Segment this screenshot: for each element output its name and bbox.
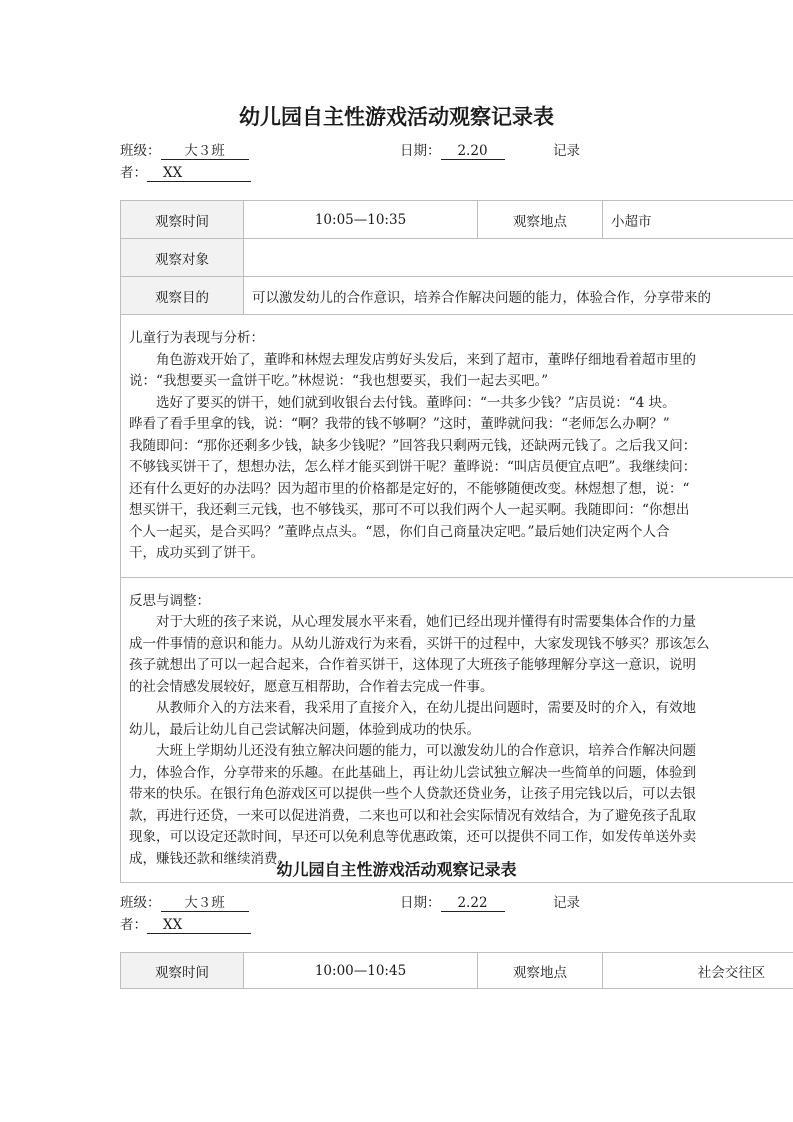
observe-time-label: 观察时间	[121, 201, 244, 239]
recorder-field	[120, 161, 251, 182]
class-value: 大３班	[161, 896, 249, 912]
observe-place-value: 小超市	[603, 201, 793, 239]
table-row	[121, 201, 793, 239]
date-value: 2.22	[441, 896, 505, 912]
date-field-2	[400, 891, 505, 912]
class-label: 班级：	[120, 895, 161, 911]
observe-place-label: 观察地点	[478, 953, 603, 989]
observe-goal-value: 可以激发幼儿的合作意识，培养合作解决问题的能力，体验合作，分享带来的	[244, 277, 793, 315]
reflection-line: 力，体验合作，分享带来的乐趣。在此基础上，再让幼儿尝试独立解决一些简单的问题，体验到	[129, 764, 696, 781]
class-value: 大３班	[161, 144, 249, 160]
reflection-line: 成一件事情的意识和能力。从幼儿游戏行为来看，买饼干的过程中，大家发现钱不够买？那该怎么	[129, 635, 710, 652]
behavior-line: 选好了要买的饼干，她们就到收银台去付钱。董晔问：“一共多少钱？”店员说：“4 块。	[156, 394, 676, 411]
recorder-label-part1: 记录	[553, 895, 580, 911]
observe-time-label: 观察时间	[121, 953, 244, 989]
date-field	[400, 139, 505, 160]
reflection-adjustment	[121, 577, 793, 883]
reflection-line: 孩子就想出了可以一起合起来，合作着买饼干，这体现了大班孩子能够理解分享这一意识，说明	[129, 657, 696, 673]
recorder-label-part1: 记录	[553, 143, 580, 159]
behavior-line: 说：“我想要买一盒饼干吃。”林煜说：“我也想要买，我们一起去买吧。”	[129, 373, 549, 389]
reflection-line: 款，再进行还贷，一来可以促进消费，二来也可以和社会实际情况有效结合，为了避免孩子乱取	[129, 807, 696, 824]
behavior-line: 个人一起买，是合买吗？”董晔点点头。“恩，你们自己商量决定吧。”最后她们决定两个人合	[129, 523, 670, 540]
date-label: 日期：	[400, 143, 441, 159]
observe-time-value: 10:05—10:35	[244, 201, 478, 239]
date-value: 2.20	[441, 144, 505, 160]
reflection-line: 对于大班的孩子来说，从心理发展水平来看，她们已经出现并懂得有时需要集体合作的力量	[156, 614, 696, 630]
observe-target-value	[244, 239, 793, 277]
observation-table-2	[120, 952, 793, 989]
behavior-line: 儿童行为表现与分析：	[129, 330, 264, 346]
reflection-line: 现象，可以设定还款时间，早还可以免利息等优惠政策，还可以提供不同工作，如发传单送外卖	[129, 829, 696, 845]
behavior-line: 想买饼干，我还剩三元钱，也不够钱买，那可不可以我们两个人一起买啊。我随即问：“你想出	[129, 502, 690, 518]
reflection-line: 大班上学期幼儿还没有独立解决问题的能力，可以激发幼儿的合作意识，培养合作解决问题	[156, 743, 696, 759]
table-row	[121, 953, 793, 989]
table-row	[121, 239, 793, 277]
observe-goal-label: 观察目的	[121, 277, 244, 315]
observe-place-value: 社会交往区	[603, 953, 793, 989]
table-row	[121, 277, 793, 315]
behavior-line: 干，成功买到了饼干。	[129, 545, 264, 561]
class-field	[120, 139, 249, 160]
page-title: 幼儿园自主性游戏活动观察记录表	[239, 104, 554, 129]
reflection-line: 幼儿，最后让幼儿自己尝试解决问题，体验到成功的快乐。	[129, 721, 480, 738]
reflection-line: 的社会情感发展较好，愿意互相帮助，合作着去完成一件事。	[129, 678, 494, 695]
page-title-2: 幼儿园自主性游戏活动观察记录表	[276, 860, 517, 879]
recorder-field-2	[120, 913, 251, 934]
behavior-line: 角色游戏开始了，董晔和林煜去理发店剪好头发后，来到了超市，董晔仔细地看着超市里的	[156, 351, 696, 368]
observe-place-label: 观察地点	[478, 201, 603, 239]
reflection-line: 带来的快乐。在银行角色游戏区可以提供一些个人贷款还贷业务，让孩子用完钱以后，可以去银	[129, 786, 696, 802]
behavior-line: 还有什么更好的办法吗？因为超市里的价格都是定好的，不能够随便改变。林煜想了想，说：“	[129, 480, 690, 497]
reflection-line: 反思与调整：	[129, 592, 210, 609]
behavior-line: 我随即问：“那你还剩多少钱，缺多少钱呢？”回答我只剩两元钱，还缺两元钱了。之后我又问：	[129, 437, 697, 454]
observe-time-value: 10:00—10:45	[244, 953, 478, 989]
observation-table	[120, 200, 793, 883]
reflection-line: 成，赚钱还款和继续消费。	[129, 850, 291, 867]
observe-target-label: 观察对象	[121, 239, 244, 277]
reflection-line: 从教师介入的方法来看，我采用了直接介入，在幼儿提出问题时，需要及时的介入，有效地	[156, 700, 696, 716]
behavior-line: 不够钱买饼干了，想想办法，怎么样才能买到饼干呢？董晔说：“叫店员便宜点吧”。我继续问：	[129, 459, 697, 475]
behavior-analysis	[121, 315, 793, 578]
recorder-label-part2: 者：	[120, 917, 147, 933]
table-row	[121, 577, 793, 883]
class-field-2	[120, 891, 249, 912]
class-label: 班级：	[120, 143, 161, 159]
recorder-value: XX	[147, 166, 251, 182]
table-row	[121, 315, 793, 578]
recorder-value: XX	[147, 918, 251, 934]
date-label: 日期：	[400, 895, 441, 911]
recorder-label-part2: 者：	[120, 165, 147, 181]
behavior-line: 晔看了看手里拿的钱，说：“啊？我带的钱不够啊？”这时，董晔就问我：“老师怎么办啊？”	[129, 416, 670, 432]
